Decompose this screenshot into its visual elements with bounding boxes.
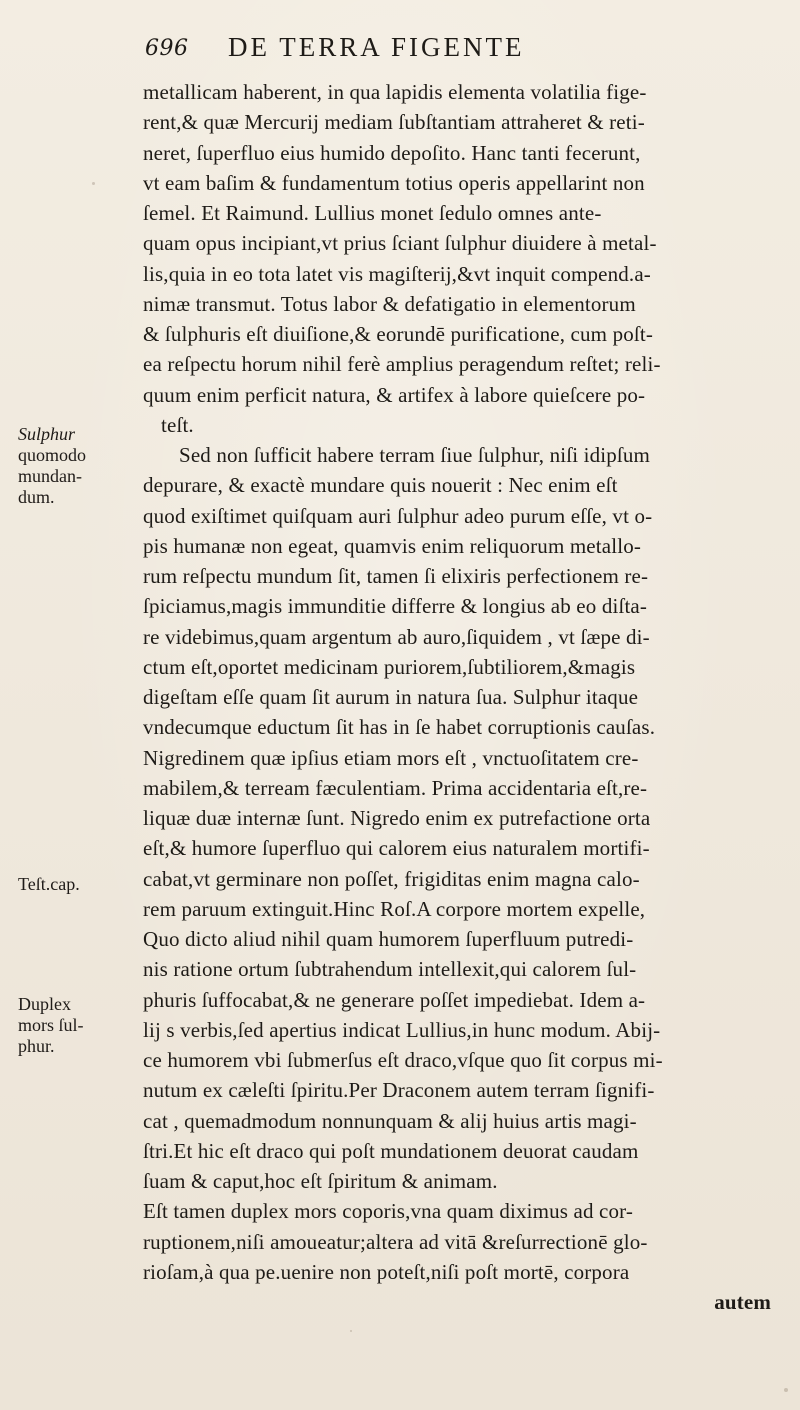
text-line: ſemel. Et Raimund. Lullius monet ſedulo omnes ante- (143, 201, 602, 225)
text-line: quam opus incipiant,vt prius ſciant ſulphur diuidere à metal- (143, 231, 657, 256)
text-line: metallicam haberent, in qua lapidis elementa volatilia figе- (143, 80, 647, 104)
running-head: DE TERRA FIGENTE (228, 32, 525, 62)
marginal-note-test (18, 874, 80, 895)
text-line: phuris ſuffocabat,& ne generare poſſet impediebat. Idem a- (143, 987, 646, 1012)
text-line: rioſam,à qua pe.uenire non poteſt,niſi poſt mortē, corpora (143, 1259, 630, 1284)
text-line: rent,& quæ Mercurij mediam ſubſtantiam attraheret & reti- (143, 110, 645, 135)
text-line: Eſt tamen duplex mors coporis,vna quam diximus ad cor- (143, 1199, 633, 1224)
text-line: ce humorem vbi ſubmerſus eſt draco,vſque quo ſit corpus mi- (143, 1048, 663, 1072)
page-header (0, 24, 800, 74)
text-line: nutum ex cæleſti ſpiritu.Per Draconem autem terram ſignifi- (143, 1078, 655, 1103)
text-line: nis ratione ortum ſubtrahendum intellexit,qui calorem ſul- (143, 957, 637, 982)
marginal-note-line: phur. (18, 1036, 55, 1056)
text-line: nimæ transmut. Totus labor & defatigatio in elementorum (143, 291, 636, 316)
text-line: lis,quia in eo tota latet vis magiſterij,&vt inquit compend.a- (143, 261, 651, 286)
text-line: quum enim perficit natura, & artifex à labore quieſcere po- (143, 382, 646, 407)
marginal-note-line: Teſt.cap. (18, 874, 80, 894)
text-line: ea reſpectu horum nihil ferè amplius peragendum reſtet; reli- (143, 352, 661, 377)
text-line: & ſulphuris eſt diuiſione,& eorundē purificatione, cum poſt- (143, 322, 653, 346)
marginal-note-line: mundan- (18, 466, 82, 486)
paper-speck (784, 1388, 788, 1392)
text-line: re videbimus,quam argentum ab auro,ſiquidem , vt ſæpe di- (143, 624, 650, 649)
text-line: rum reſpectu mundum ſit, tamen ſi elixiris perfectionem re- (143, 564, 649, 588)
text-line: Sed non ſufficit habere terram ſiue ſulphur, niſi idipſum (179, 443, 650, 467)
text-line: Nigredinem quæ ipſius etiam mors eſt , vnctuoſitatem cre- (143, 745, 639, 770)
text-line: pis humanæ non egeat, quamvis enim reliquorum metallo- (143, 533, 642, 558)
text-line: quod exiſtimet quiſquam auri ſulphur adeo purum eſſe, vt o- (143, 503, 653, 528)
text-line: ctum eſt,oportet medicinam puriorem,ſubtiliorem,&magis (143, 654, 636, 679)
marginal-note-duplex (18, 994, 84, 1057)
text-line: ſpiciamus,magis immunditie differre & longius ab eo diſta- (143, 594, 648, 619)
paper-speck (350, 1330, 352, 1332)
text-line: cat , quemadmodum nonnunquam & alij huius artis magi- (143, 1108, 637, 1133)
marginal-note-line: quomodo (18, 445, 87, 465)
marginal-note-line: Sulphur (18, 424, 76, 444)
text-line: digeſtam eſſe quam ſit aurum in natura ſua. Sulphur itaque (143, 685, 639, 709)
text-line: vt eam baſim & fundamentum totius operis appellarint non (143, 170, 645, 195)
page-number: 696 (145, 36, 189, 61)
text-line: ſtri.Et hic eſt draco qui poſt mundationem deuorat caudam (143, 1138, 639, 1163)
paper-speck (92, 182, 95, 185)
text-line: teſt. (161, 412, 194, 437)
text-line: rem paruum extinguit.Hinc Roſ.A corpore mortem expelle, (143, 896, 646, 921)
text-line: vndecumque eductum ſit has in ſe habet corruptionis cauſas. (143, 715, 656, 740)
text-line: cabat,vt germinare non poſſet, frigiditas enim magna calo- (143, 866, 640, 891)
text-line: ruptionem,niſi amoueatur;altera ad vitā &reſurrectionē glo- (143, 1229, 648, 1254)
text-line: mabilem,& terream fæculentiam. Prima accidentaria eſt,re- (143, 775, 648, 800)
text-line: neret, ſuperfluo eius humido depoſito. Hanc tanti fecerunt, (143, 140, 641, 165)
text-line: ſuam & caput,hoc eſt ſpiritum & animam. (143, 1169, 498, 1193)
text-line: Quo dicto aliud nihil quam humorem ſuperfluum putredi- (143, 927, 634, 951)
text-line: lij s verbis,ſed apertius indicat Lullius,in hunc modum. Abij- (143, 1017, 661, 1042)
text-line: eſt,& humore ſuperfluo qui calorem eius naturalem mortifi- (143, 836, 650, 861)
main-text-column (143, 77, 771, 1317)
text-line: liquæ duæ internæ ſunt. Nigredo enim ex putrefactione orta (143, 806, 651, 830)
text-line: autem (714, 1290, 771, 1314)
marginal-note-line: dum. (18, 487, 55, 507)
marginal-note-line: Duplex (18, 994, 71, 1014)
text-line: depurare, & exactè mundare quis nouerit : Nec enim eſt (143, 473, 618, 498)
marginal-note-line: mors ſul- (18, 1015, 84, 1035)
marginal-note-sulphur (18, 424, 86, 508)
